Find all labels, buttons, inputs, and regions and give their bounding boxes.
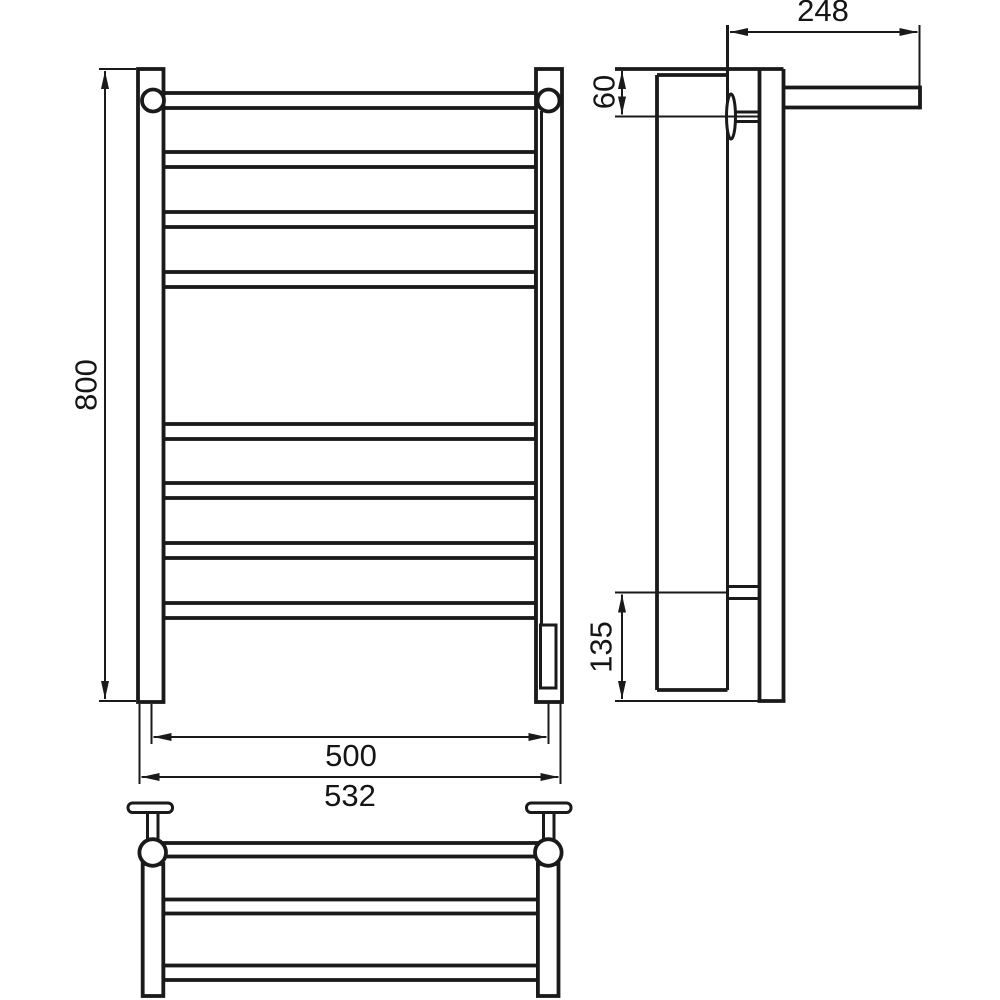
dim-overall-width-label: 532	[324, 778, 376, 813]
ball-joint	[142, 90, 164, 112]
dim-top-bracket-label: 60	[586, 74, 622, 110]
right-post	[536, 69, 562, 702]
side-view	[584, 0, 921, 701]
top-view	[128, 803, 571, 996]
dim-bottom-bracket-label: 135	[583, 621, 619, 673]
shelf-side-rail	[538, 864, 559, 996]
dim-bottom-bracket	[584, 595, 623, 700]
dim-height	[69, 69, 137, 701]
top-shelf-rail	[153, 843, 549, 857]
rung	[163, 966, 538, 981]
dim-top-bracket	[587, 71, 623, 115]
rung	[164, 212, 537, 227]
dim-rail-length	[152, 703, 549, 773]
rung	[164, 152, 537, 167]
ball-joint	[538, 90, 560, 112]
top-wall-bracket	[615, 94, 760, 139]
bottom-wall-bracket	[615, 587, 760, 599]
top-shelf-rail	[153, 93, 549, 108]
rung	[164, 603, 537, 618]
front-view	[69, 69, 563, 813]
wall-flange	[128, 803, 173, 813]
wall-flange	[527, 803, 572, 813]
left-post	[138, 69, 164, 702]
rung	[164, 543, 537, 558]
ball-joint	[139, 839, 166, 866]
rung	[164, 483, 537, 498]
rung	[164, 424, 537, 439]
ball-joint	[535, 839, 562, 866]
shelf-side-rail	[143, 864, 164, 996]
dim-rail-length-label: 500	[325, 738, 377, 773]
rung	[163, 900, 538, 914]
dim-depth-label: 248	[797, 0, 849, 28]
rung	[164, 272, 537, 287]
dim-height-label: 800	[68, 359, 104, 411]
heating-element-box	[541, 625, 557, 688]
